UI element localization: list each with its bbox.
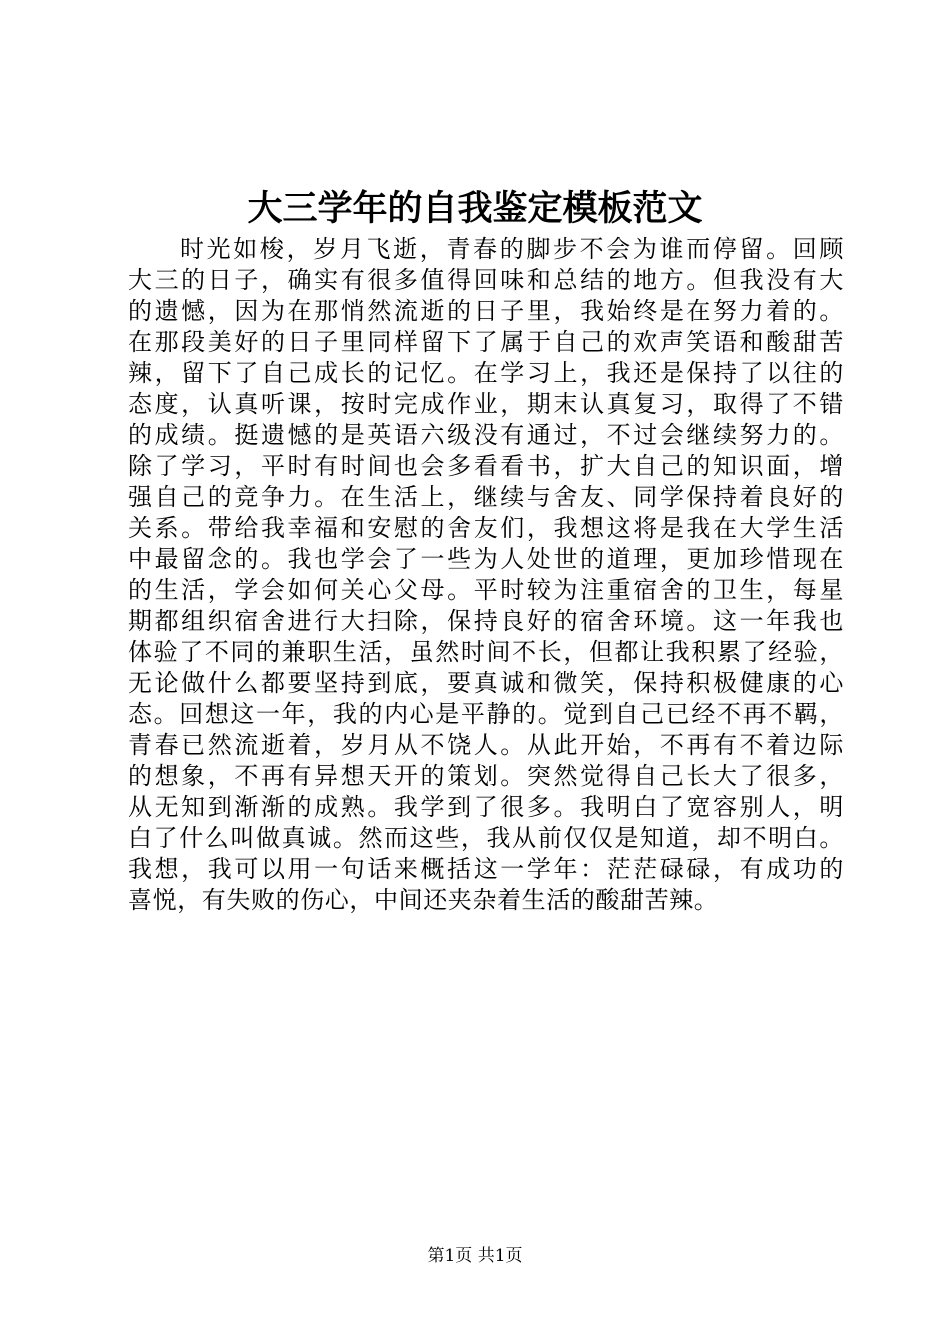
body-line: 的想象，不再有异想天开的策划。突然觉得自己长大了很多， [128, 762, 844, 790]
body-line: 从无知到渐渐的成熟。我学到了很多。我明白了宽容别人，明 [128, 793, 844, 821]
body-line: 的遗憾，因为在那悄然流逝的日子里，我始终是在努力着的。 [128, 297, 844, 325]
body-line: 中最留念的。我也学会了一些为人处世的道理，更加珍惜现在 [128, 545, 844, 573]
body-line: 态度，认真听课，按时完成作业，期末认真复习，取得了不错 [128, 390, 844, 418]
body-line: 无论做什么都要坚持到底，要真诚和微笑，保持积极健康的心 [128, 669, 844, 697]
body-line: 期都组织宿舍进行大扫除，保持良好的宿舍环境。这一年我也 [128, 607, 844, 635]
body-line: 辣，留下了自己成长的记忆。在学习上，我还是保持了以往的 [128, 359, 844, 387]
body-line: 喜悦，有失败的伤心，中间还夹杂着生活的酸甜苦辣。 [128, 886, 719, 914]
body-line: 在那段美好的日子里同样留下了属于自己的欢声笑语和酸甜苦 [128, 328, 844, 356]
body-line: 我想，我可以用一句话来概括这一学年：茫茫碌碌，有成功的 [128, 855, 844, 883]
body-line: 态。回想这一年，我的内心是平静的。觉到自己已经不再不羁， [128, 700, 844, 728]
body-line: 青春已然流逝着，岁月从不饶人。从此开始，不再有不着边际 [128, 731, 844, 759]
body-line: 大三的日子，确实有很多值得回味和总结的地方。但我没有大 [128, 266, 844, 294]
document-body [128, 234, 844, 916]
body-line: 体验了不同的兼职生活，虽然时间不长，但都让我积累了经验， [128, 638, 844, 666]
body-line: 关系。带给我幸福和安慰的舍友们，我想这将是我在大学生活 [128, 514, 844, 542]
body-line: 除了学习，平时有时间也会多看看书，扩大自己的知识面，增 [128, 452, 844, 480]
body-line: 的生活，学会如何关心父母。平时较为注重宿舍的卫生，每星 [128, 576, 844, 604]
body-line: 时光如梭，岁月飞逝，青春的脚步不会为谁而停留。回顾 [180, 235, 844, 263]
page-footer: 第1页 共1页 [427, 1246, 523, 1266]
document-title: 大三学年的自我鉴定模板范文 [247, 188, 703, 229]
body-line: 强自己的竞争力。在生活上，继续与舍友、同学保持着良好的 [128, 483, 844, 511]
body-line: 白了什么叫做真诚。然而这些，我从前仅仅是知道，却不明白。 [128, 824, 844, 852]
body-line: 的成绩。挺遗憾的是英语六级没有通过，不过会继续努力的。 [128, 421, 844, 449]
